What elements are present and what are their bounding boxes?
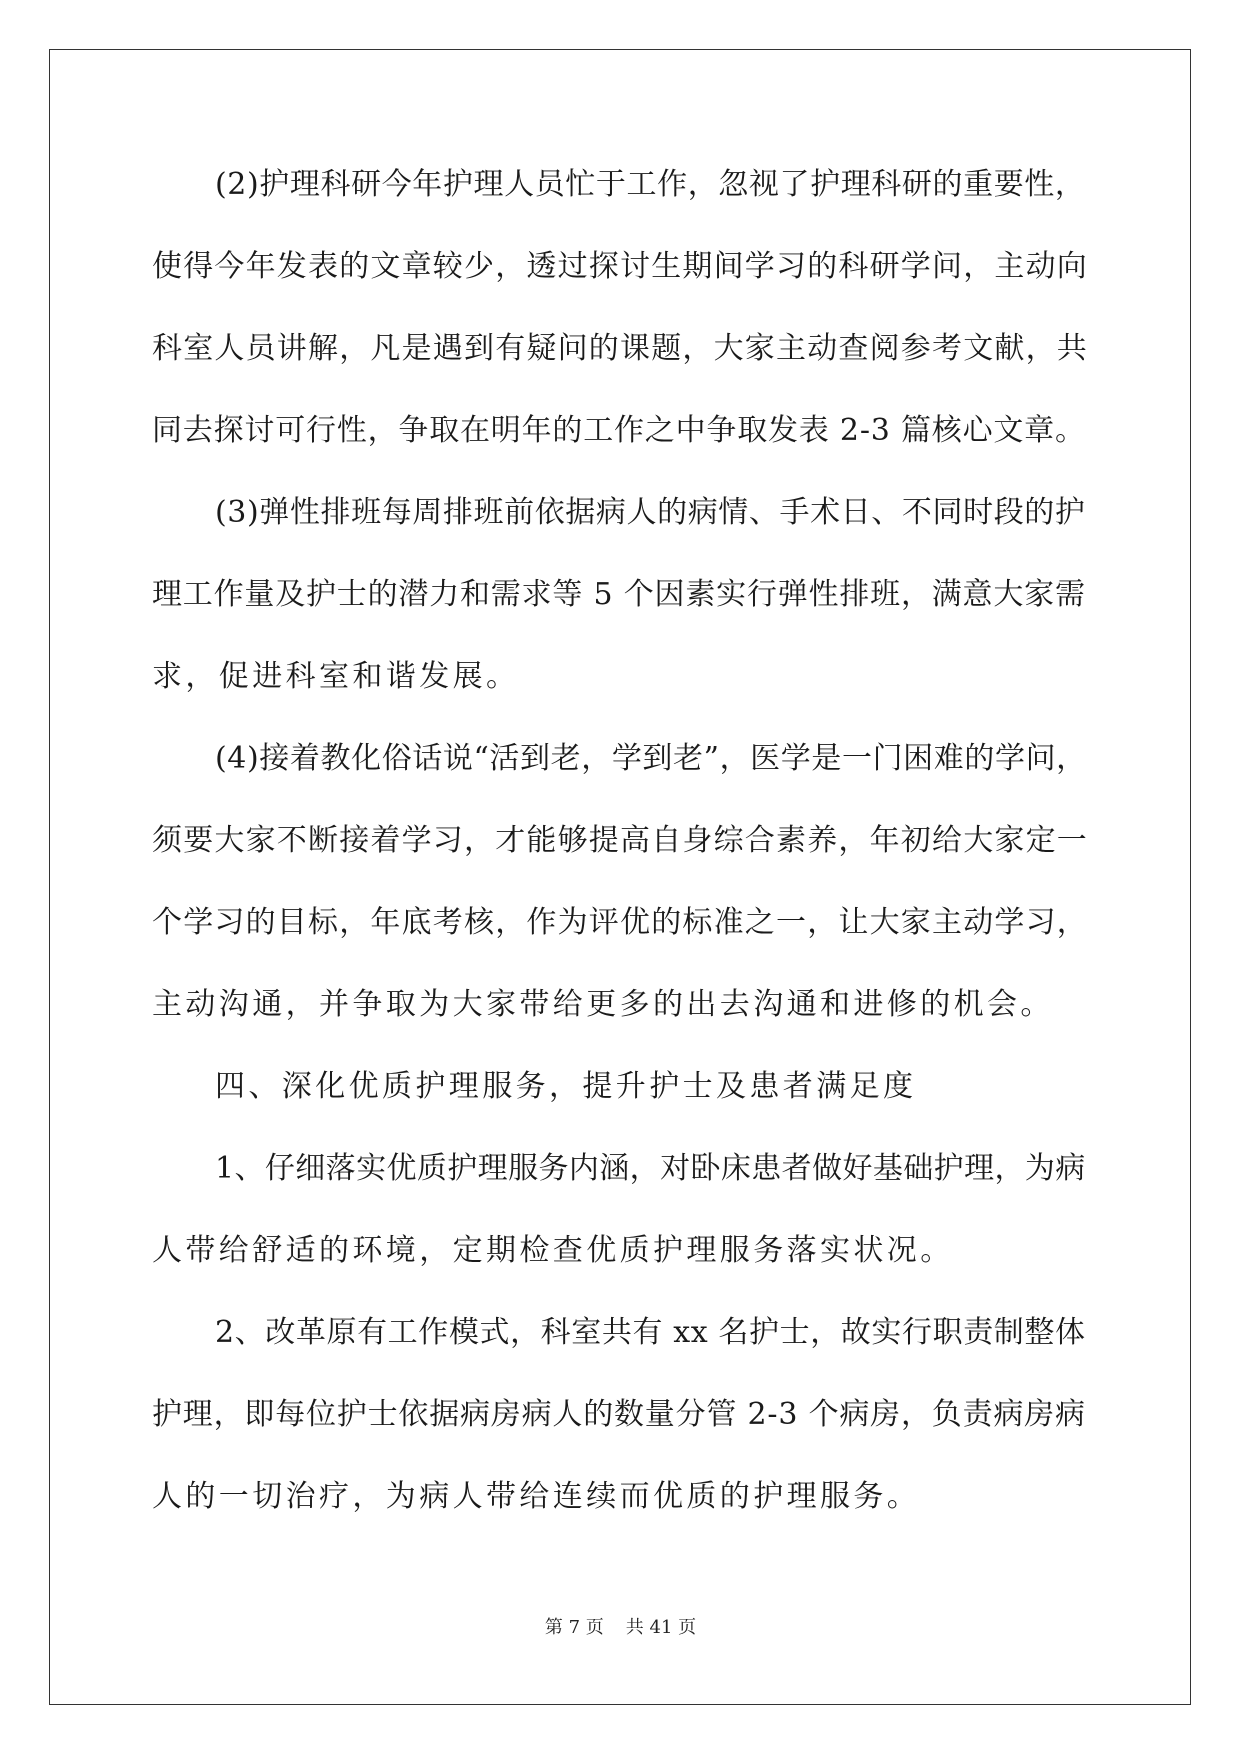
- page-number-current: 第 7 页: [544, 1617, 604, 1638]
- document-body: [152, 160, 1090, 1554]
- page-footer: [0, 1613, 1241, 1639]
- text-line: (3)弹性排班每周排班前依据病人的病情、手术日、不同时段的护: [215, 495, 1086, 530]
- text-line: (2)护理科研今年护理人员忙于工作，忽视了护理科研的重要性，: [215, 167, 1086, 202]
- text-line: 求，促进科室和谐发展。: [152, 659, 520, 694]
- text-line: 人的一切治疗，为病人带给连续而优质的护理服务。: [152, 1479, 921, 1514]
- text-line: 护理，即每位护士依据病房病人的数量分管 2-3 个病房，负责病房病: [152, 1397, 1086, 1432]
- text-line: 2、改革原有工作模式，科室共有 xx 名护士，故实行职责制整体: [215, 1315, 1086, 1350]
- text-line: 个学习的目标，年底考核，作为评优的标准之一，让大家主动学习，: [152, 905, 1088, 940]
- text-line: 人带给舒适的环境，定期检查优质护理服务落实状况。: [152, 1233, 954, 1268]
- text-line: 须要大家不断接着学习，才能够提高自身综合素养，年初给大家定一: [152, 823, 1088, 858]
- text-line: 同去探讨可行性，争取在明年的工作之中争取发表 2-3 篇核心文章。: [152, 413, 1086, 448]
- text-line: 科室人员讲解，凡是遇到有疑问的课题，大家主动查阅参考文献，共: [152, 331, 1088, 366]
- page-number-total: 共 41 页: [625, 1617, 697, 1638]
- text-line: (4)接着教化俗话说“活到老，学到老”，医学是一门困难的学问，: [215, 741, 1087, 776]
- text-line: 使得今年发表的文章较少，透过探讨生期间学习的科研学问，主动向: [152, 249, 1088, 284]
- text-line: 1、仔细落实优质护理服务内涵，对卧床患者做好基础护理，为病: [215, 1151, 1086, 1186]
- text-line: 主动沟通，并争取为大家带给更多的出去沟通和进修的机会。: [152, 987, 1054, 1022]
- text-line: 理工作量及护士的潜力和需求等 5 个因素实行弹性排班，满意大家需: [152, 577, 1086, 612]
- section-heading: 四、深化优质护理服务，提升护士及患者满足度: [215, 1069, 917, 1104]
